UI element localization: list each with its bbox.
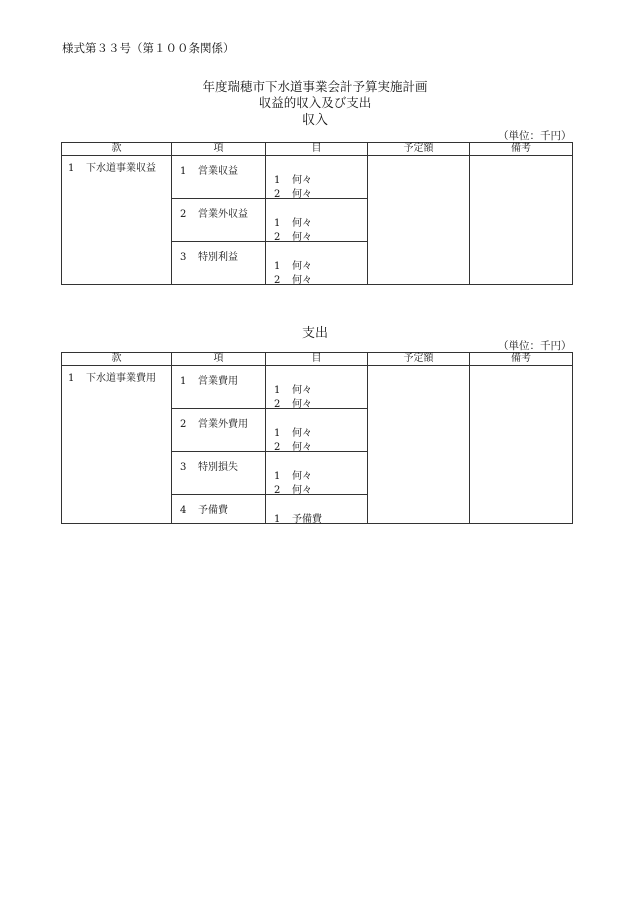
kou-number: 4 — [180, 505, 187, 516]
moku-name: 何々 — [292, 218, 312, 229]
kou-label — [180, 501, 228, 516]
moku-name: 何々 — [292, 442, 312, 453]
expense-unit: （単位：千円） — [498, 340, 572, 352]
table-row — [62, 156, 573, 199]
kan-label — [68, 369, 156, 384]
document-title: 年度瑞穂市下水道事業会計予算実施計画 — [202, 79, 428, 94]
column-header-kan: 款 — [62, 143, 172, 156]
moku-item — [274, 214, 312, 229]
moku-number: 1 — [274, 514, 281, 525]
kou-name: 営業収益 — [198, 166, 238, 177]
moku-cell — [266, 156, 368, 199]
kou-cell — [172, 242, 266, 285]
kou-name: 予備費 — [198, 505, 228, 516]
kan-label — [68, 159, 156, 174]
kou-number: 2 — [180, 419, 187, 430]
column-header-kan: 款 — [62, 353, 172, 366]
kou-label — [180, 458, 238, 473]
kou-label — [180, 248, 238, 263]
kou-name: 営業外費用 — [198, 419, 248, 430]
moku-number: 2 — [274, 232, 281, 243]
moku-name: 何々 — [292, 428, 312, 439]
moku-number: 1 — [274, 385, 281, 396]
moku-name: 何々 — [292, 275, 312, 286]
kou-cell — [172, 452, 266, 495]
kou-number: 1 — [180, 376, 187, 387]
form-number: 様式第３３号（第１００条関係） — [62, 41, 235, 55]
kou-cell — [172, 156, 266, 199]
kou-cell — [172, 366, 266, 409]
kou-cell — [172, 199, 266, 242]
moku-name: 何々 — [292, 261, 312, 272]
moku-cell — [266, 242, 368, 285]
document-subtitle: 収益的収入及び支出 — [258, 95, 372, 110]
kou-cell — [172, 495, 266, 524]
moku-item — [274, 424, 312, 439]
kou-name: 営業費用 — [198, 376, 238, 387]
column-header-kou: 項 — [172, 143, 266, 156]
kan-name: 下水道事業収益 — [86, 163, 156, 174]
moku-number: 1 — [274, 261, 281, 272]
kou-label — [180, 415, 248, 430]
moku-name: 何々 — [292, 189, 312, 200]
header-row — [62, 143, 573, 156]
moku-number: 2 — [274, 275, 281, 286]
expense-heading: 支出 — [301, 326, 328, 341]
kan-name: 下水道事業費用 — [86, 373, 156, 384]
kan-cell — [62, 156, 172, 285]
moku-number: 2 — [274, 399, 281, 410]
moku-cell — [266, 452, 368, 495]
kou-name: 特別損失 — [198, 462, 238, 473]
moku-number: 2 — [274, 442, 281, 453]
kan-cell — [62, 366, 172, 524]
moku-name: 何々 — [292, 385, 312, 396]
kou-name: 営業外収益 — [198, 209, 248, 220]
moku-item — [274, 171, 312, 186]
moku-item — [274, 381, 312, 396]
table-row — [62, 366, 573, 409]
biko-cell — [470, 366, 573, 524]
moku-number: 2 — [274, 189, 281, 200]
kou-number: 2 — [180, 209, 187, 220]
column-header-biko: 備考 — [470, 143, 573, 156]
column-header-biko: 備考 — [470, 353, 573, 366]
moku-name: 何々 — [292, 471, 312, 482]
kan-number: 1 — [68, 373, 75, 384]
kou-cell — [172, 409, 266, 452]
kou-label — [180, 162, 238, 177]
kou-number: 3 — [180, 462, 187, 473]
moku-number: 1 — [274, 428, 281, 439]
moku-item — [274, 510, 322, 525]
moku-name: 何々 — [292, 485, 312, 496]
moku-number: 2 — [274, 485, 281, 496]
income-heading: 収入 — [301, 113, 328, 128]
kou-number: 1 — [180, 166, 187, 177]
expense-table — [61, 352, 573, 524]
moku-cell — [266, 199, 368, 242]
column-header-moku: 目 — [266, 143, 368, 156]
column-header-moku: 目 — [266, 353, 368, 366]
yotei-cell — [368, 156, 470, 285]
moku-number: 1 — [274, 471, 281, 482]
kan-number: 1 — [68, 163, 75, 174]
income-table — [61, 142, 573, 285]
moku-number: 1 — [274, 175, 281, 186]
moku-name: 予備費 — [292, 514, 322, 525]
kou-label — [180, 205, 248, 220]
moku-cell — [266, 495, 368, 524]
moku-item — [274, 467, 312, 482]
moku-number: 1 — [274, 218, 281, 229]
moku-name: 何々 — [292, 232, 312, 243]
moku-item — [274, 257, 312, 272]
header-row — [62, 353, 573, 366]
kou-name: 特別利益 — [198, 252, 238, 263]
kou-label — [180, 372, 238, 387]
kou-number: 3 — [180, 252, 187, 263]
income-unit: （単位：千円） — [498, 130, 572, 142]
biko-cell — [470, 156, 573, 285]
moku-cell — [266, 409, 368, 452]
moku-cell — [266, 366, 368, 409]
moku-name: 何々 — [292, 399, 312, 410]
column-header-kou: 項 — [172, 353, 266, 366]
column-header-yotei: 予定額 — [368, 143, 470, 156]
moku-name: 何々 — [292, 175, 312, 186]
yotei-cell — [368, 366, 470, 524]
column-header-yotei: 予定額 — [368, 353, 470, 366]
moku-item — [274, 271, 312, 286]
